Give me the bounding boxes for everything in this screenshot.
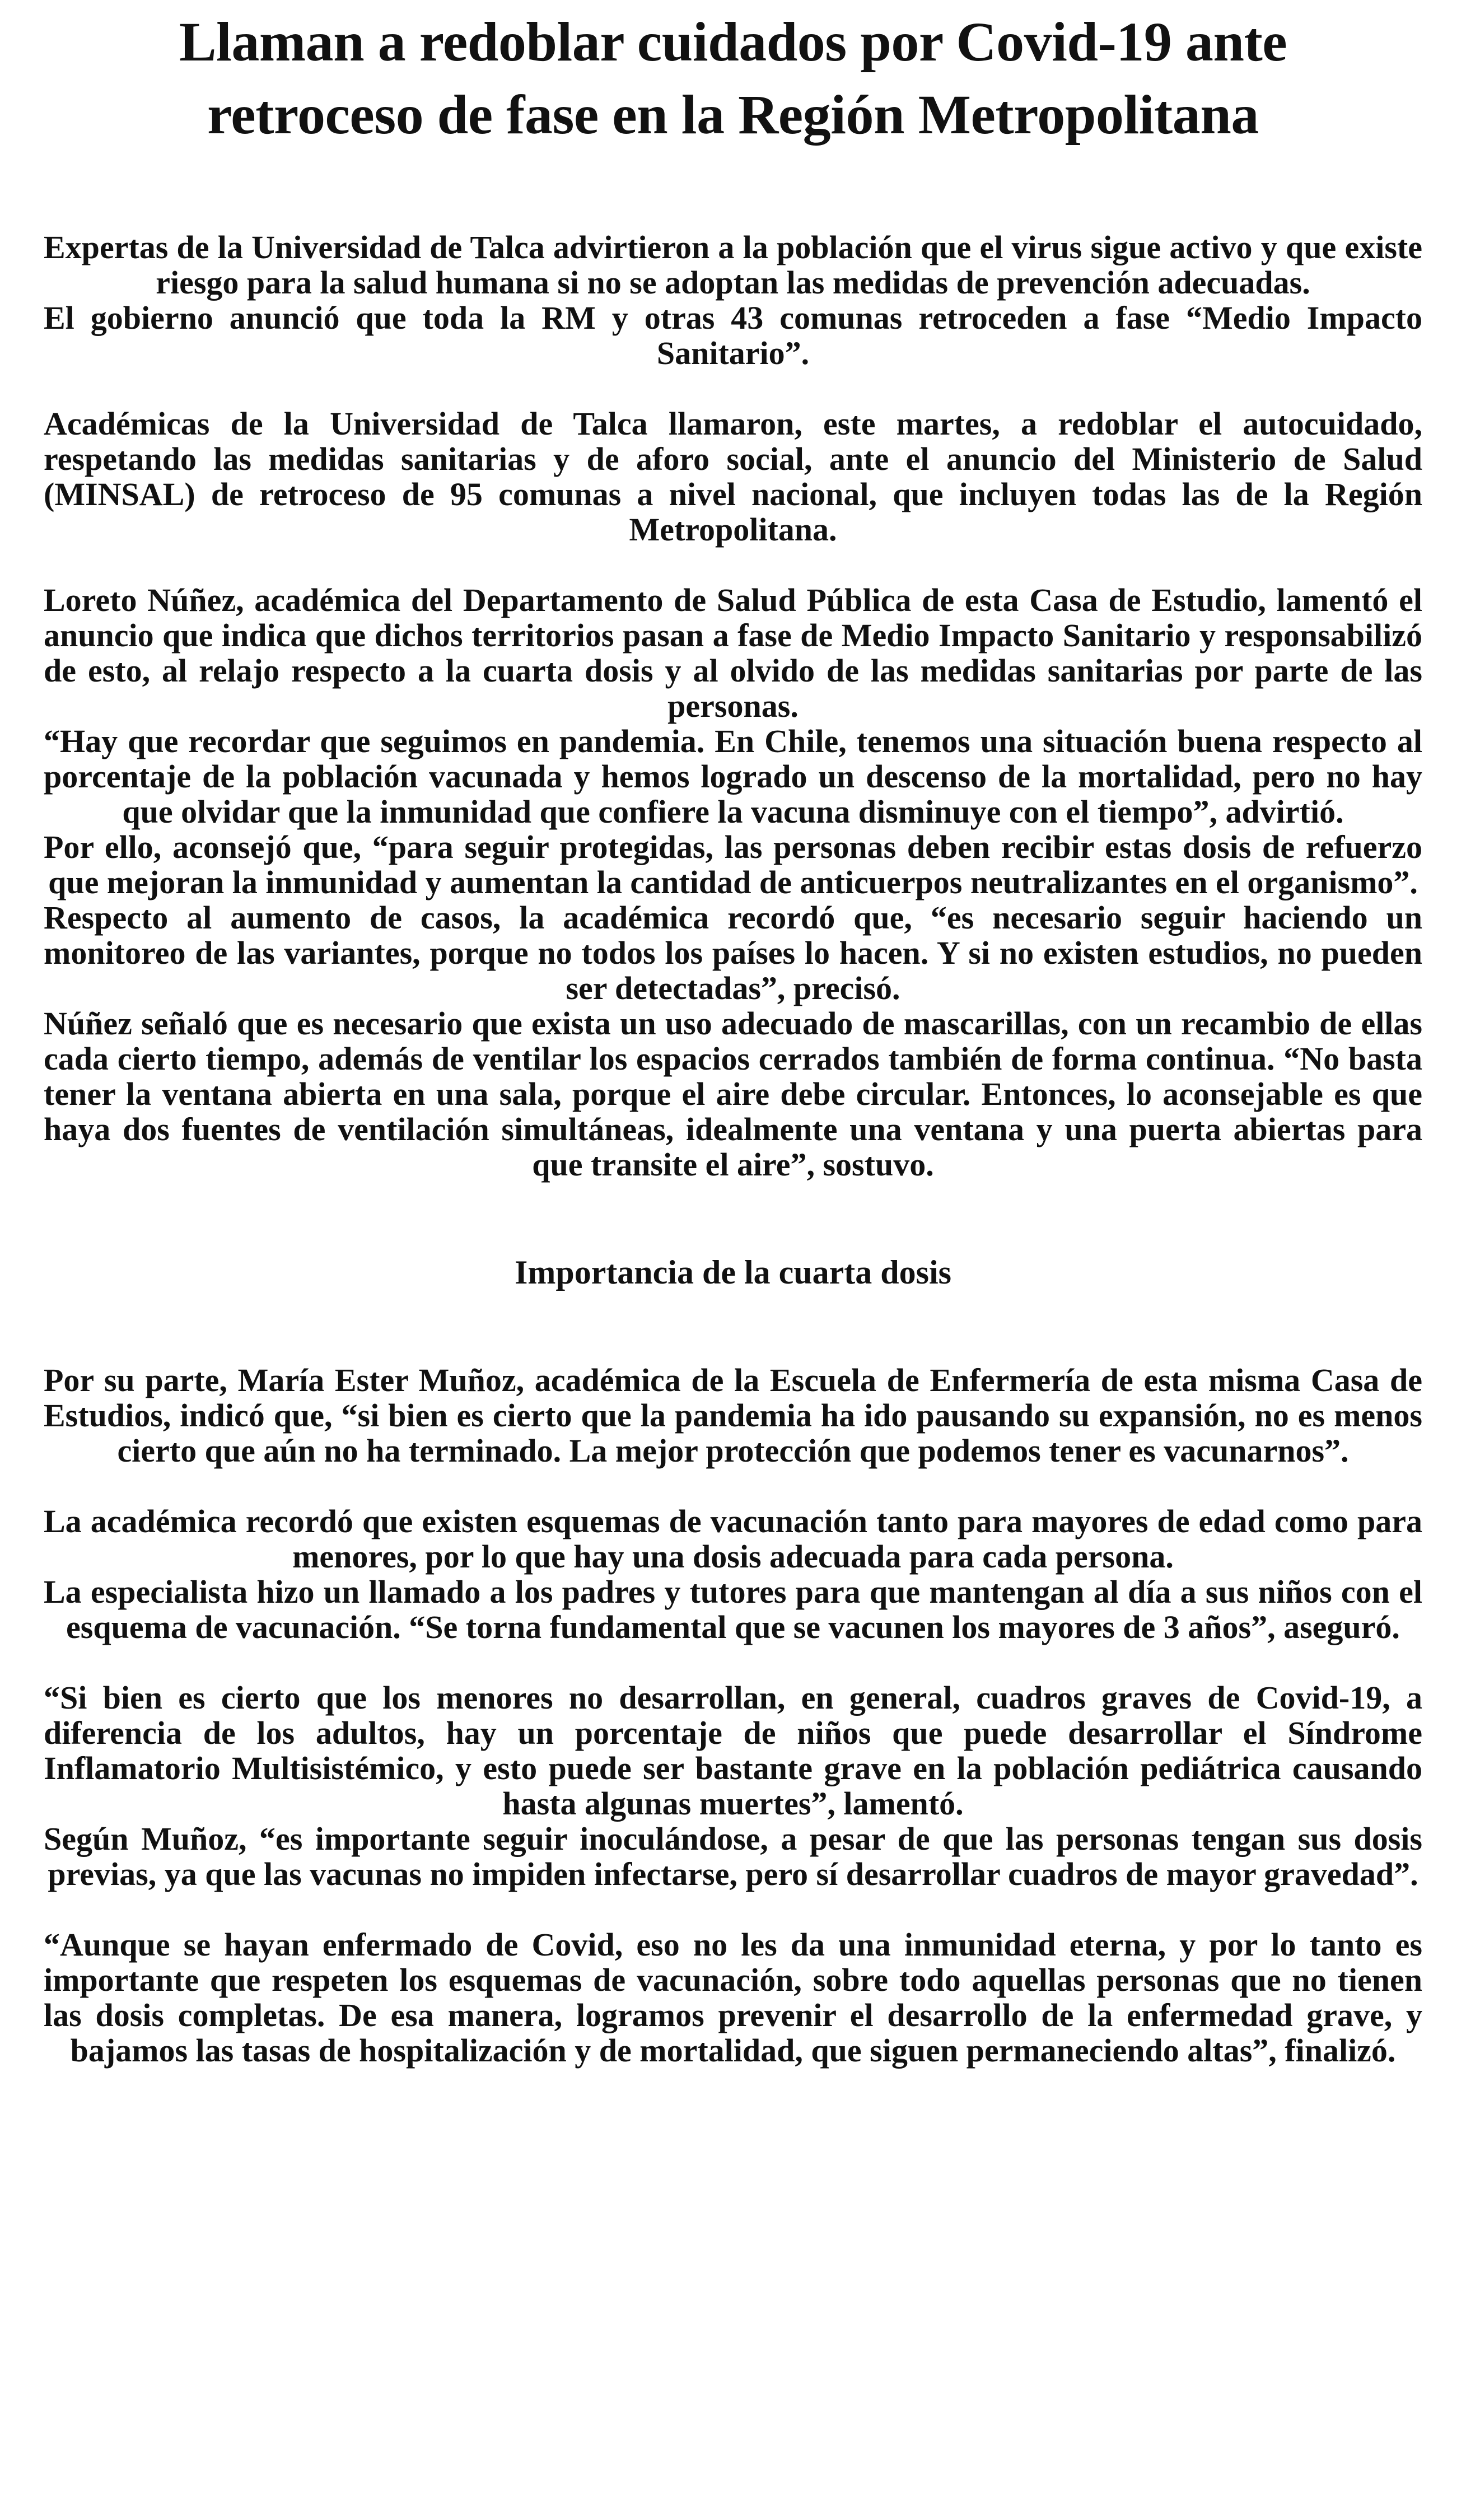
section5-paragraph-1: “Si bien es cierto que los menores no desarrollan, en general, cuadros graves de Covid-19, a diferencia de los adultos, hay un porcentaje de niños que puede desarrollar el Síndrome Inflamatorio Multisistémico, y esto puede ser bastante grave en la población pediátrica causando hasta algunas muertes”, lamentó. — [44, 1679, 1422, 1822]
paragraph-gap — [44, 547, 1422, 582]
title-spacer — [44, 151, 1422, 230]
paragraph-gap — [44, 1182, 1422, 1253]
section4-paragraph-2: La especialista hizo un llamado a los padres y tutores para que mantengan al día a sus niños con el esquema de vacunación. “Se torna fundamental que se vacunen los mayores de 3 años”, aseguró. — [44, 1574, 1422, 1645]
article-body — [44, 230, 1422, 2068]
paragraph-gap — [44, 1292, 1422, 1362]
section4-paragraph-1: La académica recordó que existen esquemas de vacunación tanto para mayores de edad como para menores, por lo que hay una dosis adecuada para cada persona. — [44, 1503, 1422, 1575]
article-title: Llaman a redoblar cuidados por Covid-19 ante retroceso de fase en la Región Metropolitana — [179, 11, 1287, 146]
lead-paragraph-1: Expertas de la Universidad de Talca advirtieron a la población que el virus sigue activo y que existe riesgo para la salud humana si no se adoptan las medidas de prevención adecuadas. — [44, 229, 1422, 301]
section3-paragraph-1: Por su parte, María Ester Muñoz, académica de la Escuela de Enfermería de esta misma Casa de Estudios, indicó que, “si bien es cierto que la pandemia ha ido pausando su expansión, no es menos cierto que aún no ha terminado. La mejor protección que podemos tener es vacunarnos”. — [44, 1362, 1422, 1469]
paragraph-gap — [44, 1645, 1422, 1680]
section5-paragraph-2: Según Muñoz, “es importante seguir inoculándose, a pesar de que las personas tengan sus dosis previas, ya que las vacunas no impiden infectarse, pero sí desarrollar cuadros de mayor gravedad”. — [44, 1821, 1422, 1892]
section6-paragraph-1: “Aunque se hayan enfermado de Covid, eso no les da una inmunidad eterna, y por lo tanto es importante que respeten los esquemas de vacunación, sobre todo aquellas personas que no tienen las dosis completas. De esa manera, logramos prevenir el desarrollo de la enfermedad grave, y bajamos las tasas de hospitalización y de mortalidad, que siguen permaneciendo altas”, finalizó. — [44, 1926, 1422, 2069]
section2-paragraph-5: Núñez señaló que es necesario que exista un uso adecuado de mascarillas, con un recambio de ellas cada cierto tiempo, además de ventilar los espacios cerrados también de forma continua. “No basta tener la ventana abierta en una sala, porque el aire debe circular. Entonces, lo aconsejable es que haya dos fuentes de ventilación simultáneas, idealmente una ventana y una puerta abiertas para que transite el aire”, sostuvo. — [44, 1005, 1422, 1183]
paragraph-gap — [44, 371, 1422, 406]
paragraph-gap — [44, 1468, 1422, 1504]
paragraph-gap — [44, 1892, 1422, 1927]
lead-paragraph-2: El gobierno anunció que toda la RM y otras 43 comunas retroceden a fase “Medio Impacto Sanitario”. — [44, 300, 1422, 371]
section-subheading: Importancia de la cuarta dosis — [515, 1254, 951, 1291]
section2-paragraph-1: Loreto Núñez, académica del Departamento de Salud Pública de esta Casa de Estudio, lamentó el anuncio que indica que dichos territorios pasan a fase de Medio Impacto Sanitario y responsabilizó de esto, al relajo respecto a la cuarta dosis y al olvido de las medidas sanitarias por parte de las personas. — [44, 582, 1422, 724]
section2-paragraph-4: Respecto al aumento de casos, la académica recordó que, “es necesario seguir haciendo un monitoreo de las variantes, porque no todos los países lo hacen. Y si no existen estudios, no pueden ser detectadas”, precisó. — [44, 899, 1422, 1006]
section2-paragraph-2: “Hay que recordar que seguimos en pandemia. En Chile, tenemos una situación buena respecto al porcentaje de la población vacunada y hemos logrado un descenso de la mortalidad, pero no hay que olvidar que la inmunidad que confiere la vacuna disminuye con el tiempo”, advirtió. — [44, 723, 1422, 830]
section1-paragraph-1: Académicas de la Universidad de Talca llamaron, este martes, a redoblar el autocuidado, respetando las medidas sanitarias y de aforo social, ante el anuncio del Ministerio de Salud (MINSAL) de retroceso de 95 comunas a nivel nacional, que incluyen todas las de la Región Metropolitana. — [44, 405, 1422, 548]
section2-paragraph-3: Por ello, aconsejó que, “para seguir protegidas, las personas deben recibir estas dosis de refuerzo que mejoran la inmunidad y aumentan la cantidad de anticuerpos neutralizantes en el organismo”. — [44, 829, 1422, 900]
